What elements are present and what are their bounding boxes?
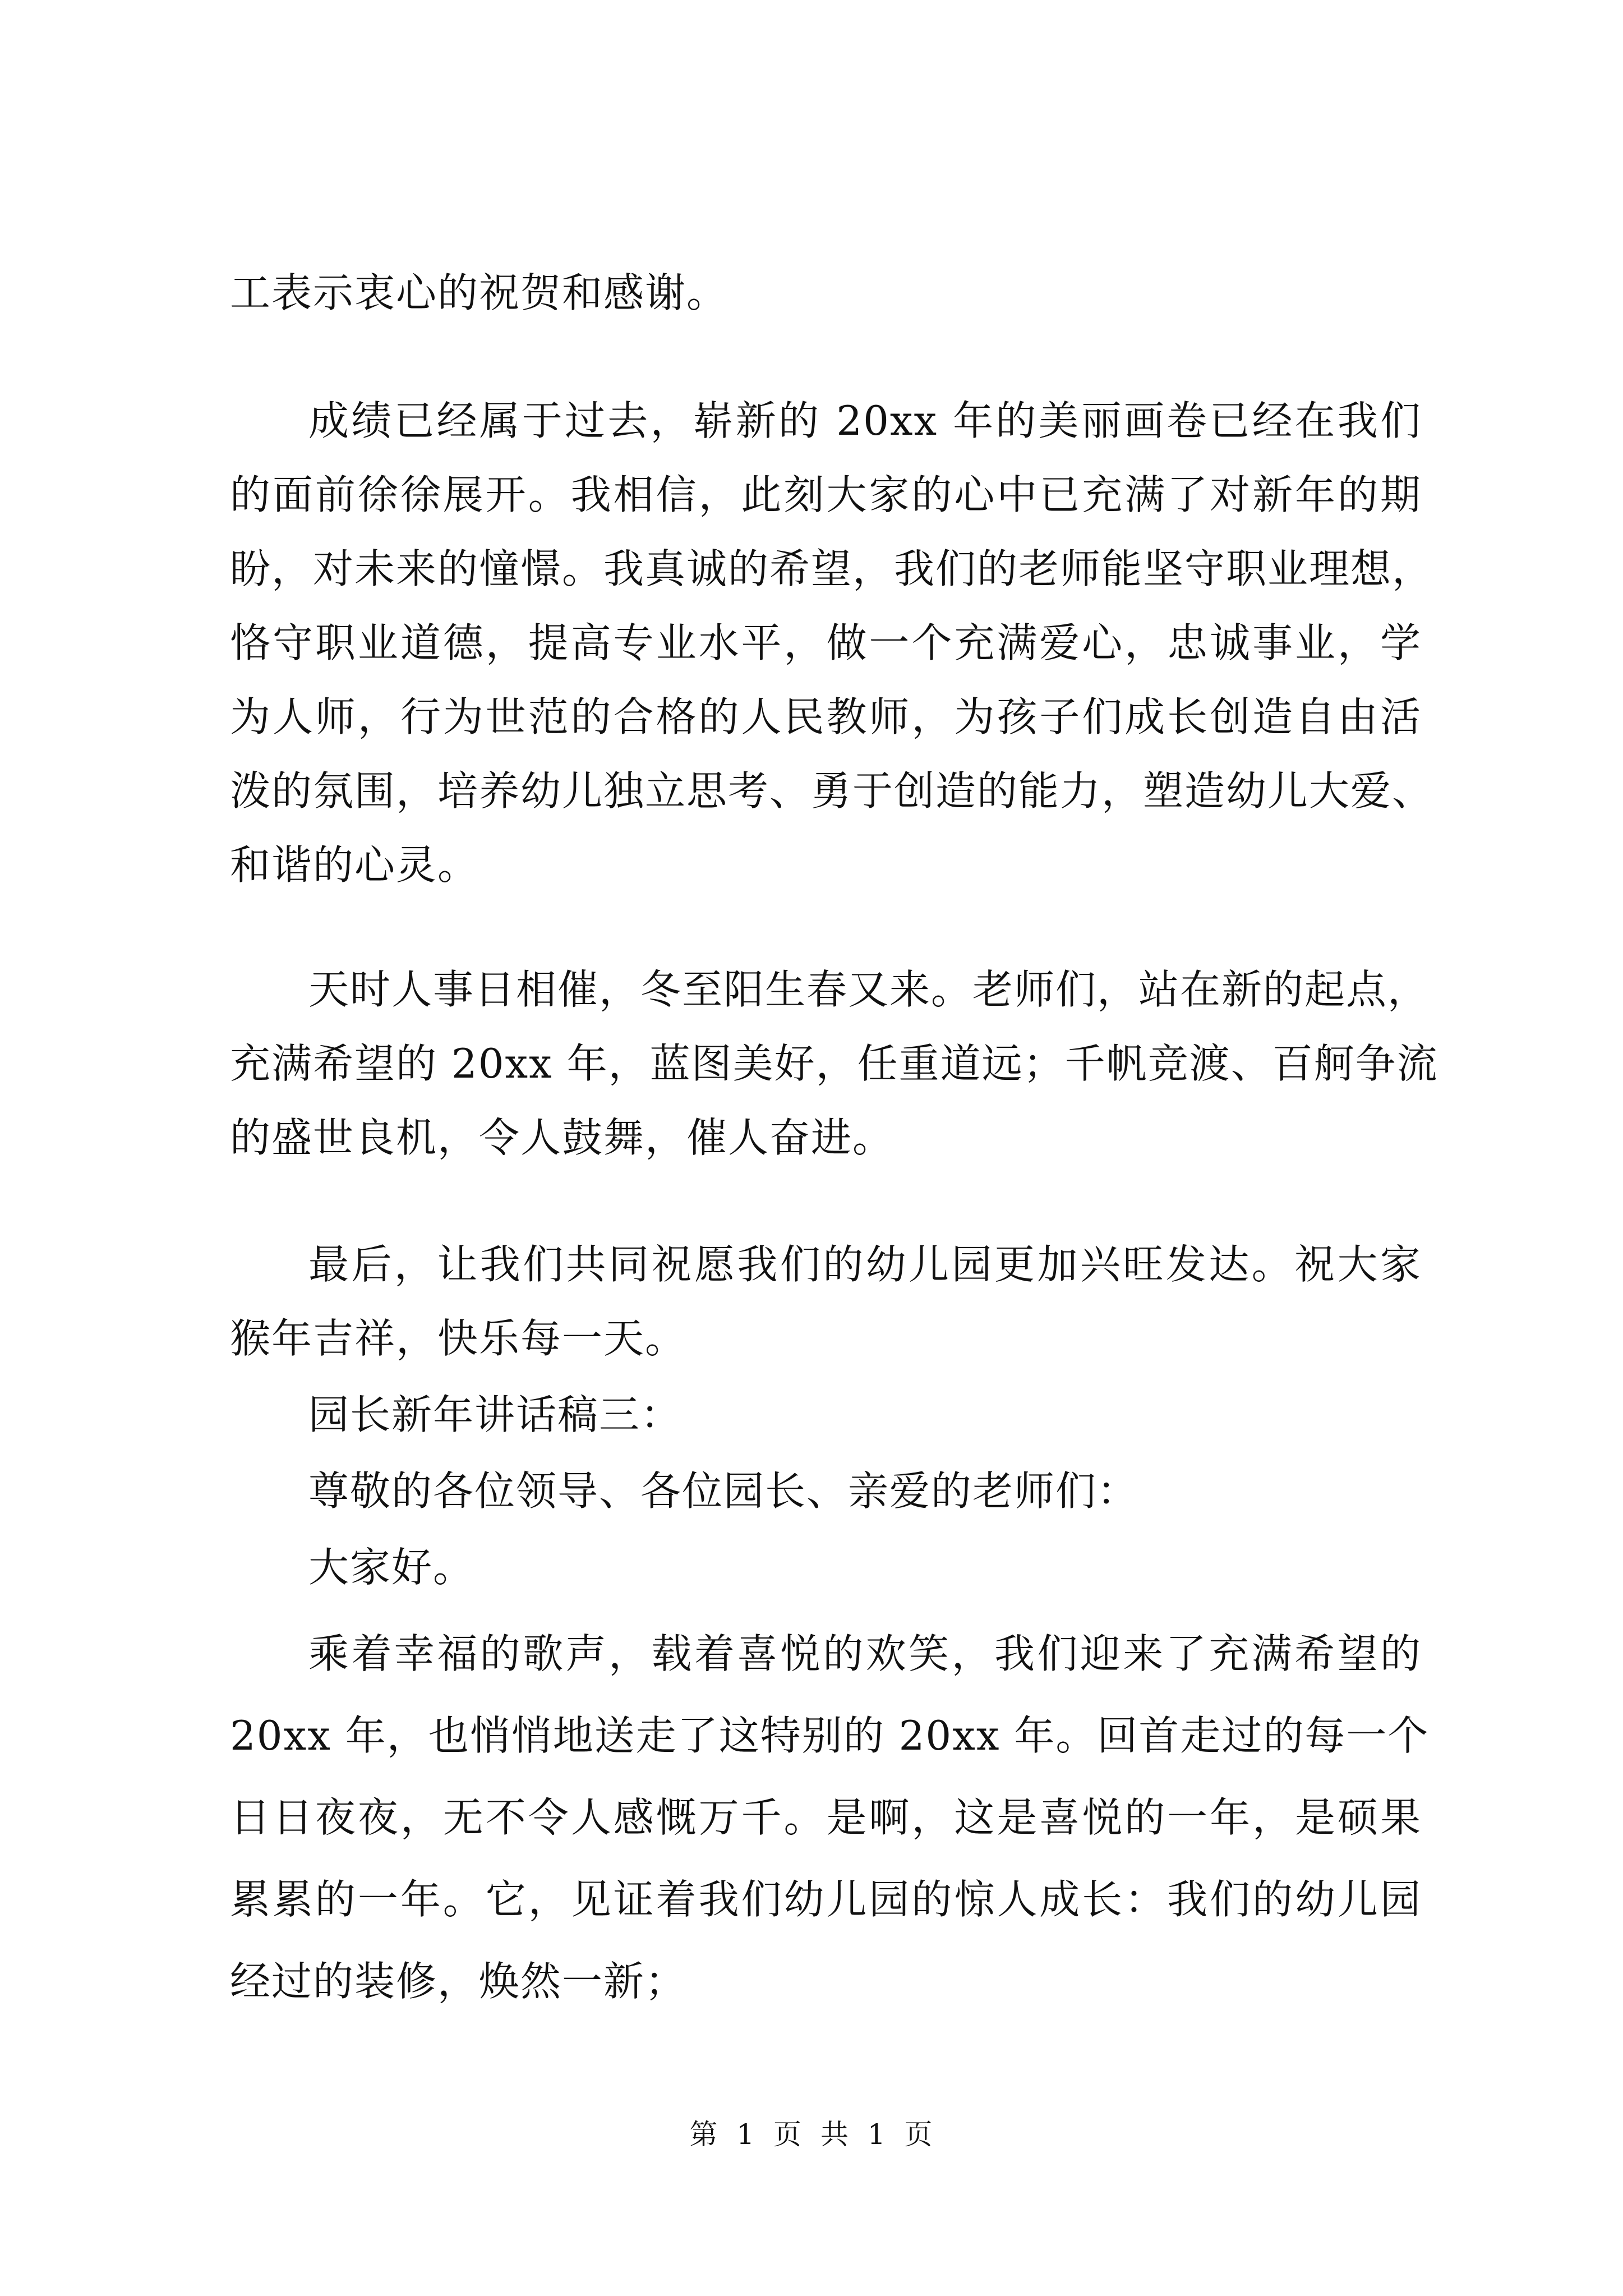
- greeting: 大家好。: [308, 1544, 475, 1591]
- text-line: 泼的氛围，培养幼儿独立思考、勇于创造的能力，塑造幼儿大爱、: [230, 767, 1434, 815]
- paragraph-line: 最后，让我们共同祝愿我们的幼儿园更加兴旺发达。祝大家: [308, 1241, 1422, 1288]
- text-line: 的面前徐徐展开。我相信，此刻大家的心中已充满了对新年的期: [230, 471, 1422, 518]
- text-line: 日日夜夜，无不令人感慨万千。是啊，这是喜悦的一年，是硕果: [230, 1794, 1422, 1841]
- salutation: 尊敬的各位领导、各位园长、亲爱的老师们：: [308, 1467, 1139, 1515]
- text-line: 20xx 年，也悄悄地送走了这特别的 20xx 年。回首走过的每一个: [230, 1712, 1430, 1759]
- text-line: 的盛世良机，令人鼓舞，催人奋进。: [230, 1114, 895, 1161]
- text-line: 为人师，行为世范的合格的人民教师，为孩子们成长创造自由活: [230, 693, 1422, 740]
- text-line: 累累的一年。它，见证着我们幼儿园的惊人成长：我们的幼儿园: [230, 1876, 1422, 1923]
- text-line: 盼，对未来的憧憬。我真诚的希望，我们的老师能坚守职业理想，: [230, 545, 1434, 592]
- text-line: 恪守职业道德，提高专业水平，做一个充满爱心，忠诚事业，学: [230, 619, 1422, 666]
- text-line: 猴年吉祥，快乐每一天。: [230, 1315, 687, 1362]
- text-line: 工表示衷心的祝贺和感谢。: [230, 269, 728, 316]
- text-line: 经过的装修，焕然一新；: [230, 1958, 687, 2005]
- text-line: 和谐的心灵。: [230, 841, 479, 889]
- section-heading: 园长新年讲话稿三：: [308, 1391, 683, 1438]
- paragraph-line: 乘着幸福的歌声，载着喜悦的欢笑，我们迎来了充满希望的: [308, 1630, 1422, 1677]
- paragraph-line: 成绩已经属于过去，崭新的 20xx 年的美丽画卷已经在我们: [308, 397, 1422, 444]
- text-line: 充满希望的 20xx 年，蓝图美好，任重道远；千帆竞渡、百舸争流: [230, 1040, 1438, 1087]
- page-footer: 第 1 页 共 1 页: [689, 2118, 934, 2151]
- paragraph-line: 天时人事日相催，冬至阳生春又来。老师们，站在新的起点，: [308, 966, 1430, 1013]
